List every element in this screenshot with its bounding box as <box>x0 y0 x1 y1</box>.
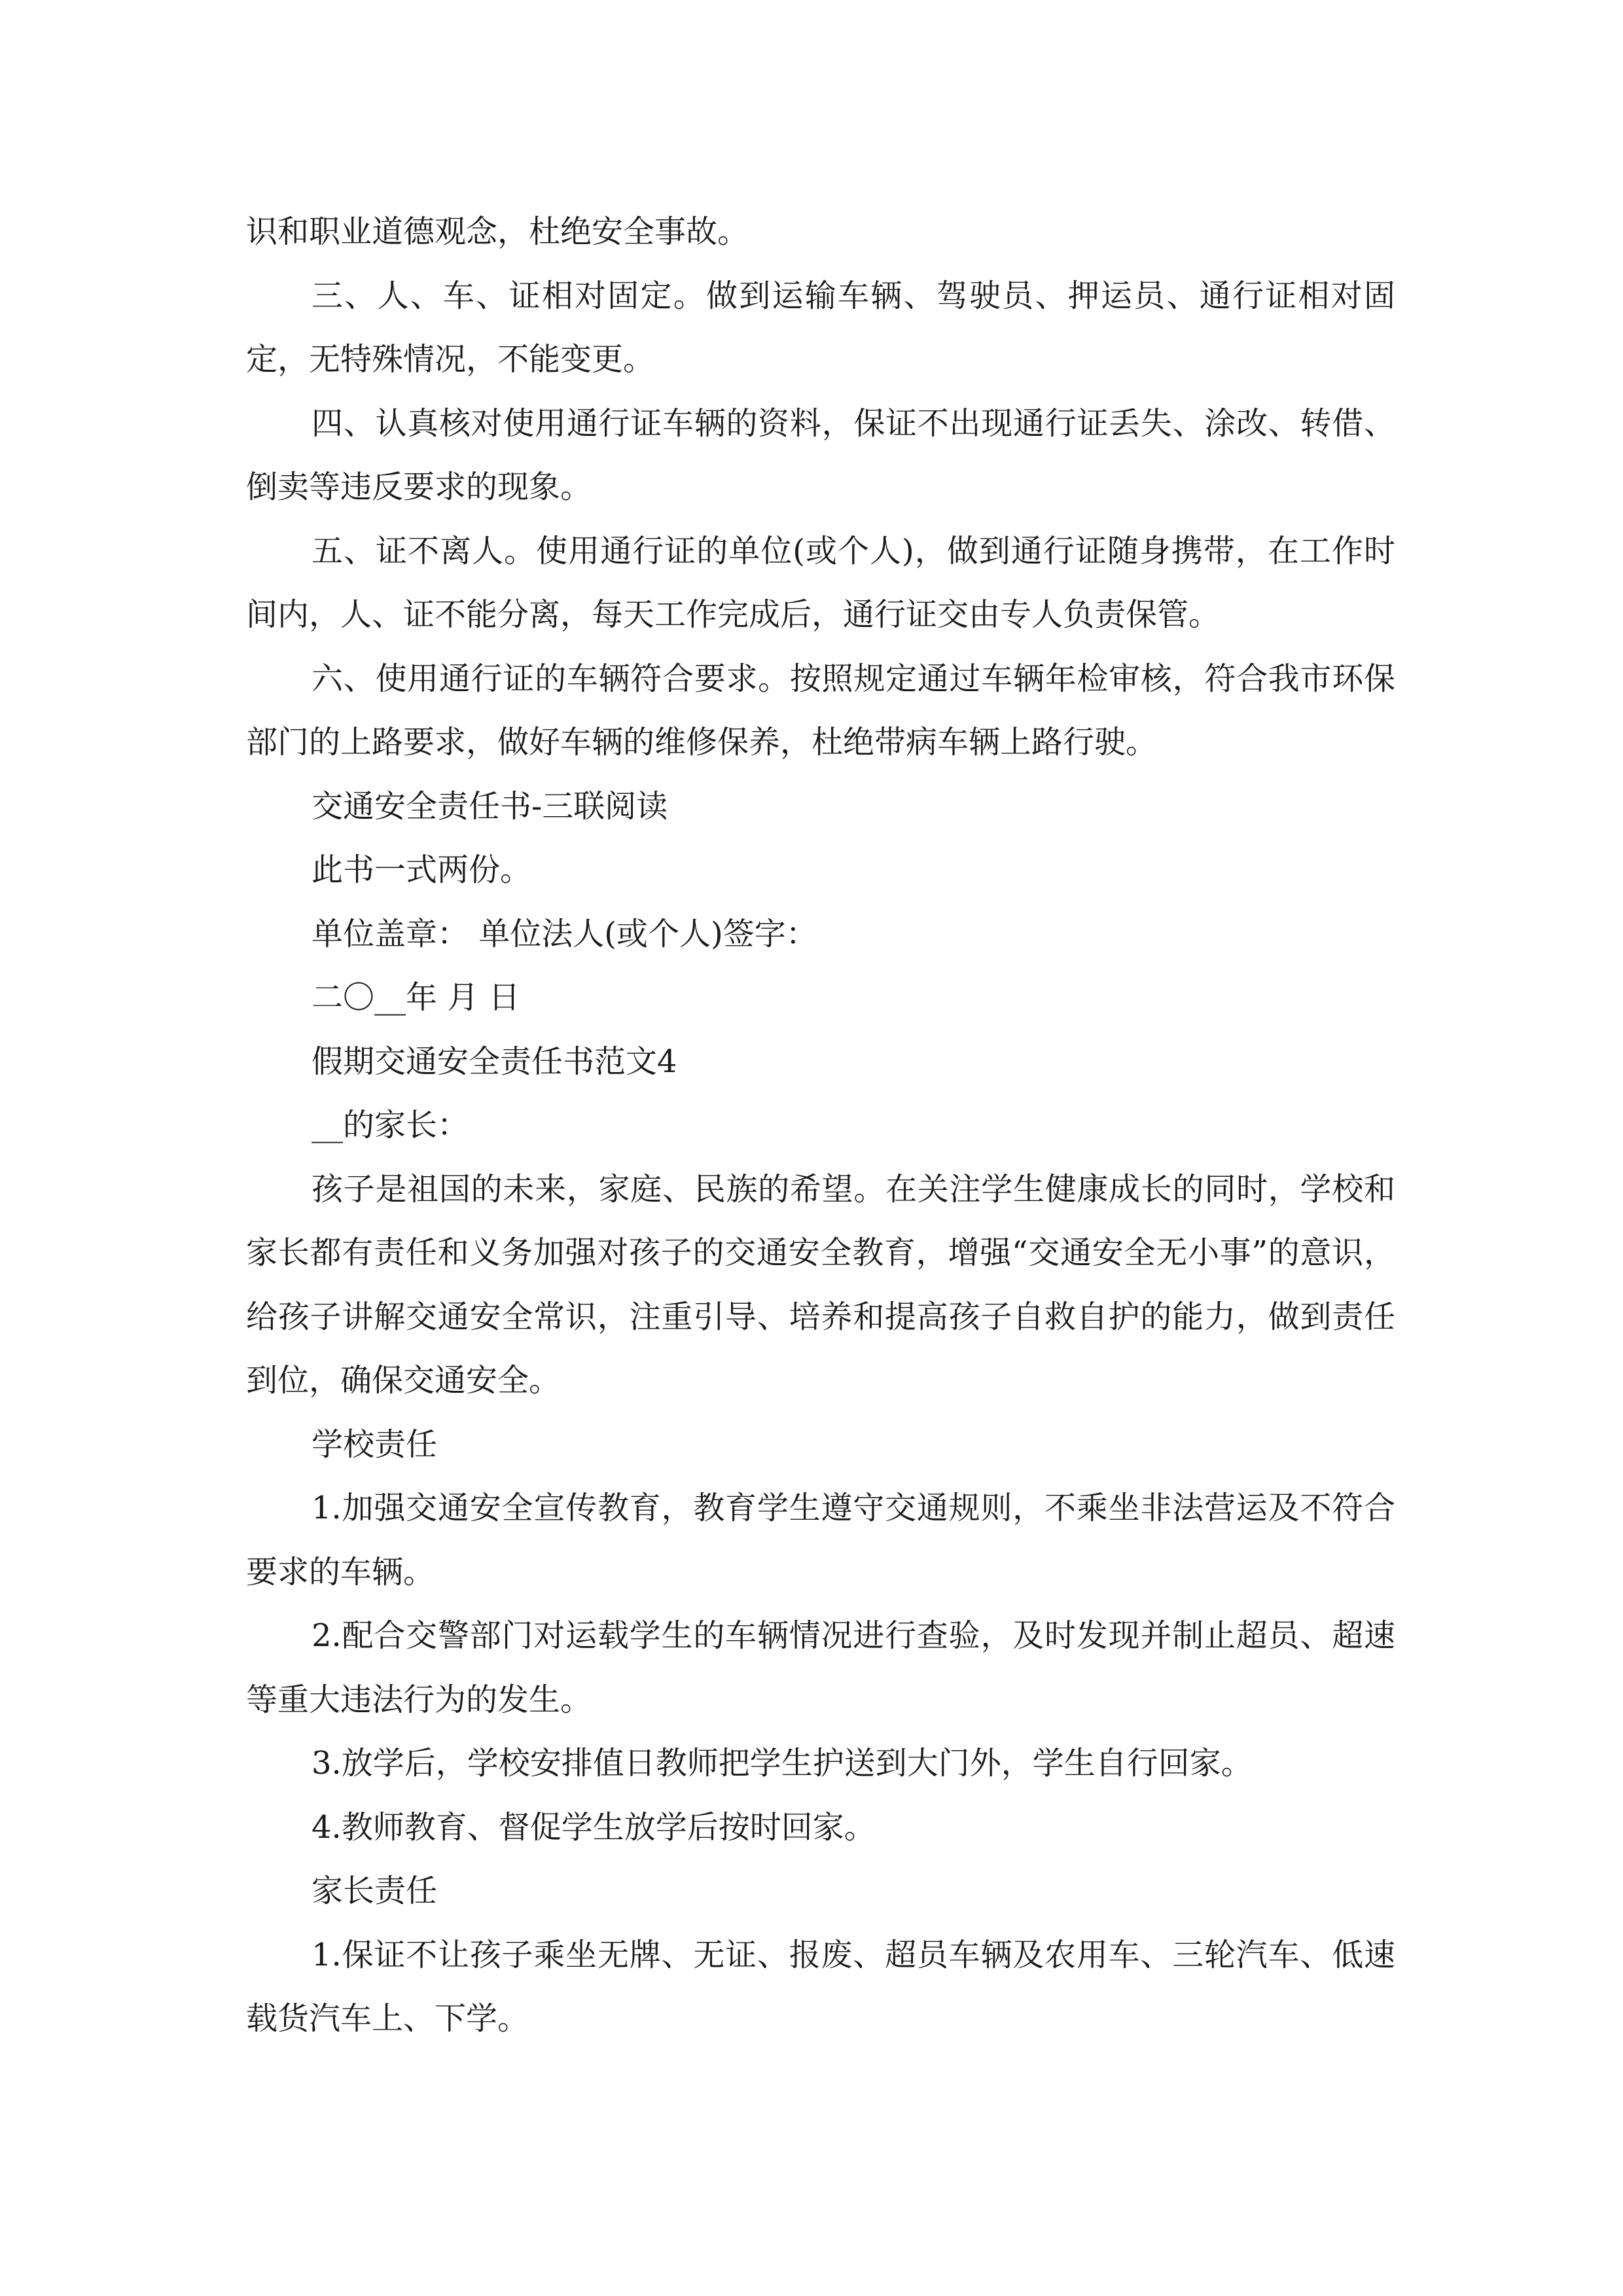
parent-responsibility-heading: 家长责任 <box>312 1873 438 1909</box>
school-item-4: 4.教师教育、督促学生放学后按时回家。 <box>312 1808 876 1846</box>
document-title: 假期交通安全责任书范文4 <box>312 1043 677 1080</box>
school-item-3: 3.放学后，学校安排值日教师把学生护送到大门外，学生自行回家。 <box>312 1745 1253 1782</box>
paragraph-item-3: 三、人、车、证相对固定。做到运输车辆、驾驶员、押运员、通行证相对固定，无特殊情况，不能变更。 <box>246 277 1395 378</box>
paragraph-continuation: 识和职业道德观念，杜绝安全事故。 <box>246 213 749 250</box>
paragraph-item-6: 六、使用通行证的车辆符合要求。按照规定通过车辆年检审核，符合我市环保部门的上路要求，做好车辆的维修保养，杜绝带病车辆上路行驶。 <box>246 660 1395 761</box>
school-item-2: 2.配合交警部门对运载学生的车辆情况进行查验，及时发现并制止超员、超速等重大违法行为的发生。 <box>246 1617 1395 1718</box>
intro-paragraph: 孩子是祖国的未来，家庭、民族的希望。在关注学生健康成长的同时，学校和家长都有责任和义务加强对孩子的交通安全教育，增强“交通安全无小事”的意识，给孩子讲解交通安全常识，注重引导、培养和提高孩子自救自护的能力，做到责任到位，确保交通安全。 <box>246 1170 1395 1399</box>
parent-item-1: 1.保证不让孩子乘坐无牌、无证、报废、超员车辆及农用车、三轮汽车、低速载货汽车上、下学。 <box>246 1936 1395 2037</box>
signature-line: 单位盖章： 单位法人(或个人)签字： <box>312 915 817 952</box>
document-body <box>246 200 1395 2051</box>
copies-note: 此书一式两份。 <box>312 852 532 888</box>
paragraph-item-5: 五、证不离人。使用通行证的单位(或个人)，做到通行证随身携带，在工作时间内，人、证不能分离，每天工作完成后，通行证交由专人负责保管。 <box>246 532 1395 633</box>
school-responsibility-heading: 学校责任 <box>312 1426 438 1463</box>
salutation: __的家长： <box>312 1107 469 1143</box>
paragraph-item-4: 四、认真核对使用通行证车辆的资料，保证不出现通行证丢失、涂改、转借、倒卖等违反要求的现象。 <box>246 404 1395 505</box>
date-line: 二〇__年 月 日 <box>312 979 520 1016</box>
school-item-1: 1.加强交通安全宣传教育，教育学生遵守交通规则，不乘坐非法营运及不符合要求的车辆。 <box>246 1490 1395 1590</box>
section-heading: 交通安全责任书-三联阅读 <box>312 787 668 825</box>
